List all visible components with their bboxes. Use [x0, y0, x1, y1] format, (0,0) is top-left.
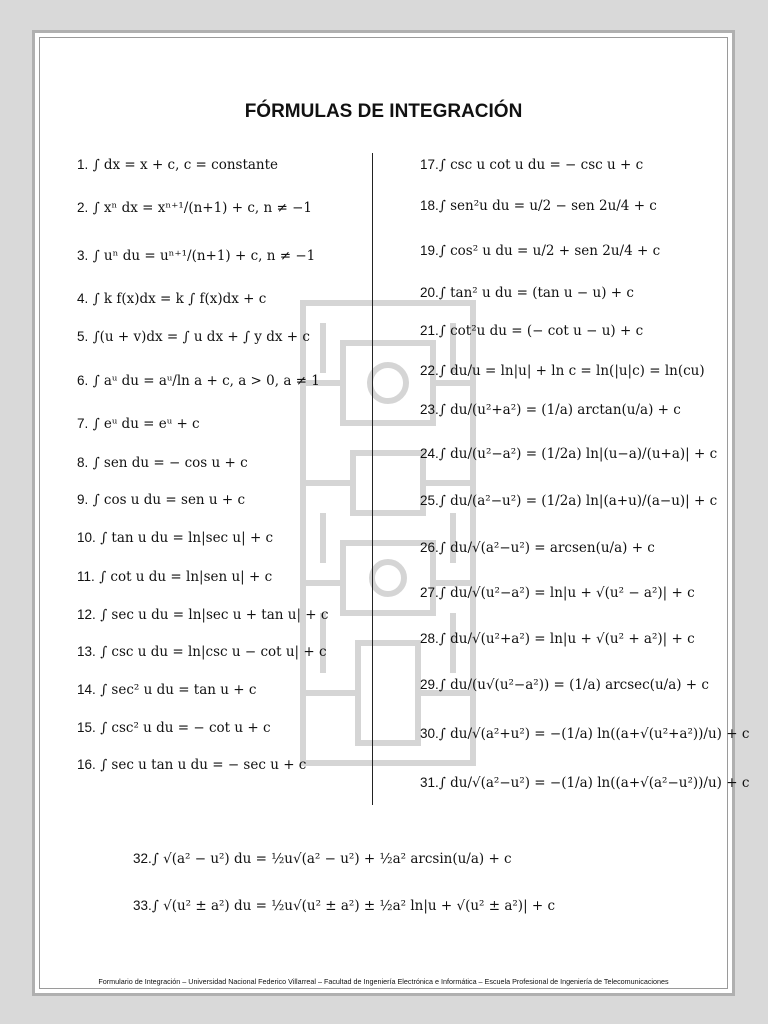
- page-footer: Formulario de Integración – Universidad Nacional Federico Villarreal – Facultad de Ingeniería Electrónica e Informática – Escuela Profesional de Ingeniería de Telecomunicaciones: [98, 977, 669, 986]
- watermark-emblem: [283, 283, 493, 783]
- formula-24: 24.∫ du/(u²−a²) = (1/2a) ln|(u−a)/(u+a)| + c: [420, 446, 718, 462]
- formula-sheet: [32, 30, 750, 996]
- formula-16: 16. ∫ sec u tan u du = − sec u + c: [77, 757, 307, 773]
- column-divider: [372, 153, 373, 805]
- formula-26: 26.∫ du/√(a²−u²) = arcsen(u/a) + c: [420, 540, 655, 556]
- formula-14: 14. ∫ sec² u du = tan u + c: [77, 682, 257, 698]
- formula-31: 31.∫ du/√(a²−u²) = −(1/a) ln((a+√(a²−u²))/u) + c: [420, 775, 750, 791]
- formula-27: 27.∫ du/√(u²−a²) = ln|u + √(u² − a²)| + c: [420, 585, 695, 601]
- formula-18: 18.∫ sen²u du = u/2 − sen 2u/4 + c: [420, 198, 657, 214]
- formula-19: 19.∫ cos² u du = u/2 + sen 2u/4 + c: [420, 243, 661, 259]
- formula-3: 3. ∫ uⁿ du = uⁿ⁺¹/(n+1) + c, n ≠ −1: [77, 248, 316, 264]
- formula-4: 4. ∫ k f(x)dx = k ∫ f(x)dx + c: [77, 291, 267, 307]
- formula-8: 8. ∫ sen du = − cos u + c: [77, 455, 248, 471]
- formula-33: 33.∫ √(u² ± a²) du = ½u√(u² ± a²) ± ½a² ln|u + √(u² ± a²)| + c: [133, 898, 556, 914]
- formula-22: 22.∫ du/u = ln|u| + ln c = ln(|u|c) = ln(cu): [420, 363, 705, 379]
- formula-10: 10. ∫ tan u du = ln|sec u| + c: [77, 530, 274, 546]
- formula-30: 30.∫ du/√(a²+u²) = −(1/a) ln((a+√(u²+a²))/u) + c: [420, 726, 750, 742]
- formula-11: 11. ∫ cot u du = ln|sen u| + c: [77, 569, 273, 585]
- formula-1: 1. ∫ dx = x + c, c = constante: [77, 157, 279, 173]
- formula-20: 20.∫ tan² u du = (tan u − u) + c: [420, 285, 634, 301]
- formula-28: 28.∫ du/√(u²+a²) = ln|u + √(u² + a²)| + c: [420, 631, 695, 647]
- formula-21: 21.∫ cot²u du = (− cot u − u) + c: [420, 323, 644, 339]
- formula-7: 7. ∫ eᵘ du = eᵘ + c: [77, 416, 200, 432]
- formula-32: 32.∫ √(a² − u²) du = ½u√(a² − u²) + ½a² arcsin(u/a) + c: [133, 851, 512, 867]
- formula-15: 15. ∫ csc² u du = − cot u + c: [77, 720, 271, 736]
- formula-2: 2. ∫ xⁿ dx = xⁿ⁺¹/(n+1) + c, n ≠ −1: [77, 200, 312, 216]
- formula-25: 25.∫ du/(a²−u²) = (1/2a) ln|(a+u)/(a−u)| + c: [420, 493, 718, 509]
- formula-5: 5. ∫(u + v)dx = ∫ u dx + ∫ y dx + c: [77, 329, 310, 345]
- formula-9: 9. ∫ cos u du = sen u + c: [77, 492, 246, 508]
- page-title: FÓRMULAS DE INTEGRACIÓN: [244, 101, 523, 122]
- formula-6: 6. ∫ aᵘ du = aᵘ/ln a + c, a > 0, a ≠ 1: [77, 373, 320, 389]
- formula-23: 23.∫ du/(u²+a²) = (1/a) arctan(u/a) + c: [420, 402, 681, 418]
- formula-29: 29.∫ du/(u√(u²−a²)) = (1/a) arcsec(u/a) + c: [420, 677, 709, 693]
- formula-12: 12. ∫ sec u du = ln|sec u + tan u| + c: [77, 607, 329, 623]
- formula-13: 13. ∫ csc u du = ln|csc u − cot u| + c: [77, 644, 327, 660]
- formula-17: 17.∫ csc u cot u du = − csc u + c: [420, 157, 644, 173]
